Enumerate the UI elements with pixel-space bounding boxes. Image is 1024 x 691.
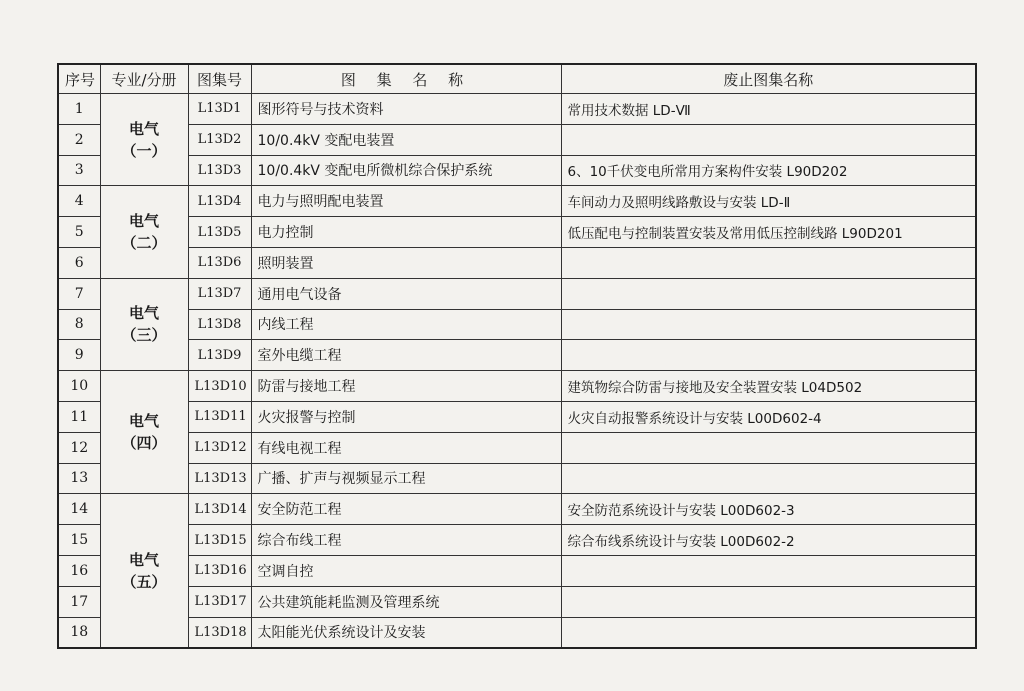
seq-cell: 3 xyxy=(58,155,100,186)
table-row xyxy=(58,309,976,340)
table-row xyxy=(58,340,976,371)
obsolete-cell xyxy=(561,278,976,309)
header-obsolete: 废止图集名称 xyxy=(561,64,976,94)
table-row xyxy=(58,371,976,402)
name-cell: 10/0.4kV 变配电装置 xyxy=(251,124,561,155)
seq-cell: 7 xyxy=(58,278,100,309)
name-cell: 安全防范工程 xyxy=(251,494,561,525)
code-cell: L13D4 xyxy=(188,186,251,217)
seq-cell: 16 xyxy=(58,555,100,586)
seq-cell: 2 xyxy=(58,124,100,155)
name-cell: 有线电视工程 xyxy=(251,432,561,463)
table-row xyxy=(58,555,976,586)
code-cell: L13D10 xyxy=(188,371,251,402)
code-cell: L13D1 xyxy=(188,94,251,125)
code-cell: L13D7 xyxy=(188,278,251,309)
name-cell: 防雷与接地工程 xyxy=(251,371,561,402)
table-row xyxy=(58,155,976,186)
category-cell: 电气 （二） xyxy=(100,186,188,278)
obsolete-cell xyxy=(561,309,976,340)
seq-cell: 5 xyxy=(58,217,100,248)
obsolete-cell: 安全防范系统设计与安装 L00D602-3 xyxy=(561,494,976,525)
table-row xyxy=(58,186,976,217)
code-cell: L13D17 xyxy=(188,586,251,617)
obsolete-cell xyxy=(561,340,976,371)
code-cell: L13D11 xyxy=(188,401,251,432)
code-cell: L13D5 xyxy=(188,217,251,248)
table-row xyxy=(58,617,976,648)
seq-cell: 17 xyxy=(58,586,100,617)
seq-cell: 14 xyxy=(58,494,100,525)
category-cell: 电气 （五） xyxy=(100,494,188,648)
name-cell: 综合布线工程 xyxy=(251,525,561,556)
code-cell: L13D9 xyxy=(188,340,251,371)
table-row xyxy=(58,217,976,248)
obsolete-cell xyxy=(561,432,976,463)
name-cell: 图形符号与技术资料 xyxy=(251,94,561,125)
code-cell: L13D8 xyxy=(188,309,251,340)
table-row xyxy=(58,586,976,617)
table-row xyxy=(58,463,976,494)
obsolete-cell: 建筑物综合防雷与接地及安全装置安装 L04D502 xyxy=(561,371,976,402)
name-cell: 电力控制 xyxy=(251,217,561,248)
table-row xyxy=(58,525,976,556)
table-row xyxy=(58,124,976,155)
category-cell: 电气 （三） xyxy=(100,278,188,370)
code-cell: L13D16 xyxy=(188,555,251,586)
seq-cell: 12 xyxy=(58,432,100,463)
name-cell: 电力与照明配电装置 xyxy=(251,186,561,217)
name-cell: 照明装置 xyxy=(251,247,561,278)
obsolete-cell: 车间动力及照明线路敷设与安装 LD-Ⅱ xyxy=(561,186,976,217)
name-cell: 火灾报警与控制 xyxy=(251,401,561,432)
seq-cell: 13 xyxy=(58,463,100,494)
seq-cell: 1 xyxy=(58,94,100,125)
seq-cell: 18 xyxy=(58,617,100,648)
code-cell: L13D15 xyxy=(188,525,251,556)
code-cell: L13D13 xyxy=(188,463,251,494)
code-cell: L13D2 xyxy=(188,124,251,155)
header-category: 专业/分册 xyxy=(100,64,188,94)
category-cell: 电气 （四） xyxy=(100,371,188,494)
code-cell: L13D6 xyxy=(188,247,251,278)
obsolete-cell xyxy=(561,586,976,617)
obsolete-cell: 低压配电与控制装置安装及常用低压控制线路 L90D201 xyxy=(561,217,976,248)
seq-cell: 4 xyxy=(58,186,100,217)
category-cell: 电气 （一） xyxy=(100,94,188,186)
obsolete-cell xyxy=(561,124,976,155)
name-cell: 内线工程 xyxy=(251,309,561,340)
name-cell: 10/0.4kV 变配电所微机综合保护系统 xyxy=(251,155,561,186)
obsolete-cell xyxy=(561,247,976,278)
seq-cell: 8 xyxy=(58,309,100,340)
header-name: 图 集 名 称 xyxy=(251,64,561,94)
code-cell: L13D12 xyxy=(188,432,251,463)
name-cell: 室外电缆工程 xyxy=(251,340,561,371)
obsolete-cell xyxy=(561,617,976,648)
name-cell: 通用电气设备 xyxy=(251,278,561,309)
table-row xyxy=(58,432,976,463)
seq-cell: 6 xyxy=(58,247,100,278)
header-code: 图集号 xyxy=(188,64,251,94)
header-seq: 序号 xyxy=(58,64,100,94)
name-cell: 广播、扩声与视频显示工程 xyxy=(251,463,561,494)
seq-cell: 9 xyxy=(58,340,100,371)
table-row xyxy=(58,278,976,309)
obsolete-cell: 6、10千伏变电所常用方案构件安装 L90D202 xyxy=(561,155,976,186)
code-cell: L13D18 xyxy=(188,617,251,648)
obsolete-cell xyxy=(561,555,976,586)
code-cell: L13D14 xyxy=(188,494,251,525)
obsolete-cell: 火灾自动报警系统设计与安装 L00D602-4 xyxy=(561,401,976,432)
name-cell: 空调自控 xyxy=(251,555,561,586)
table-row xyxy=(58,401,976,432)
table-row xyxy=(58,247,976,278)
seq-cell: 15 xyxy=(58,525,100,556)
obsolete-cell: 综合布线系统设计与安装 L00D602-2 xyxy=(561,525,976,556)
seq-cell: 10 xyxy=(58,371,100,402)
header-row xyxy=(58,64,976,94)
table-row xyxy=(58,94,976,125)
code-cell: L13D3 xyxy=(188,155,251,186)
obsolete-cell: 常用技术数据 LD-Ⅶ xyxy=(561,94,976,125)
name-cell: 公共建筑能耗监测及管理系统 xyxy=(251,586,561,617)
table-row xyxy=(58,494,976,525)
catalog-body xyxy=(58,94,976,649)
obsolete-cell xyxy=(561,463,976,494)
name-cell: 太阳能光伏系统设计及安装 xyxy=(251,617,561,648)
atlas-catalog-table xyxy=(57,63,977,649)
seq-cell: 11 xyxy=(58,401,100,432)
